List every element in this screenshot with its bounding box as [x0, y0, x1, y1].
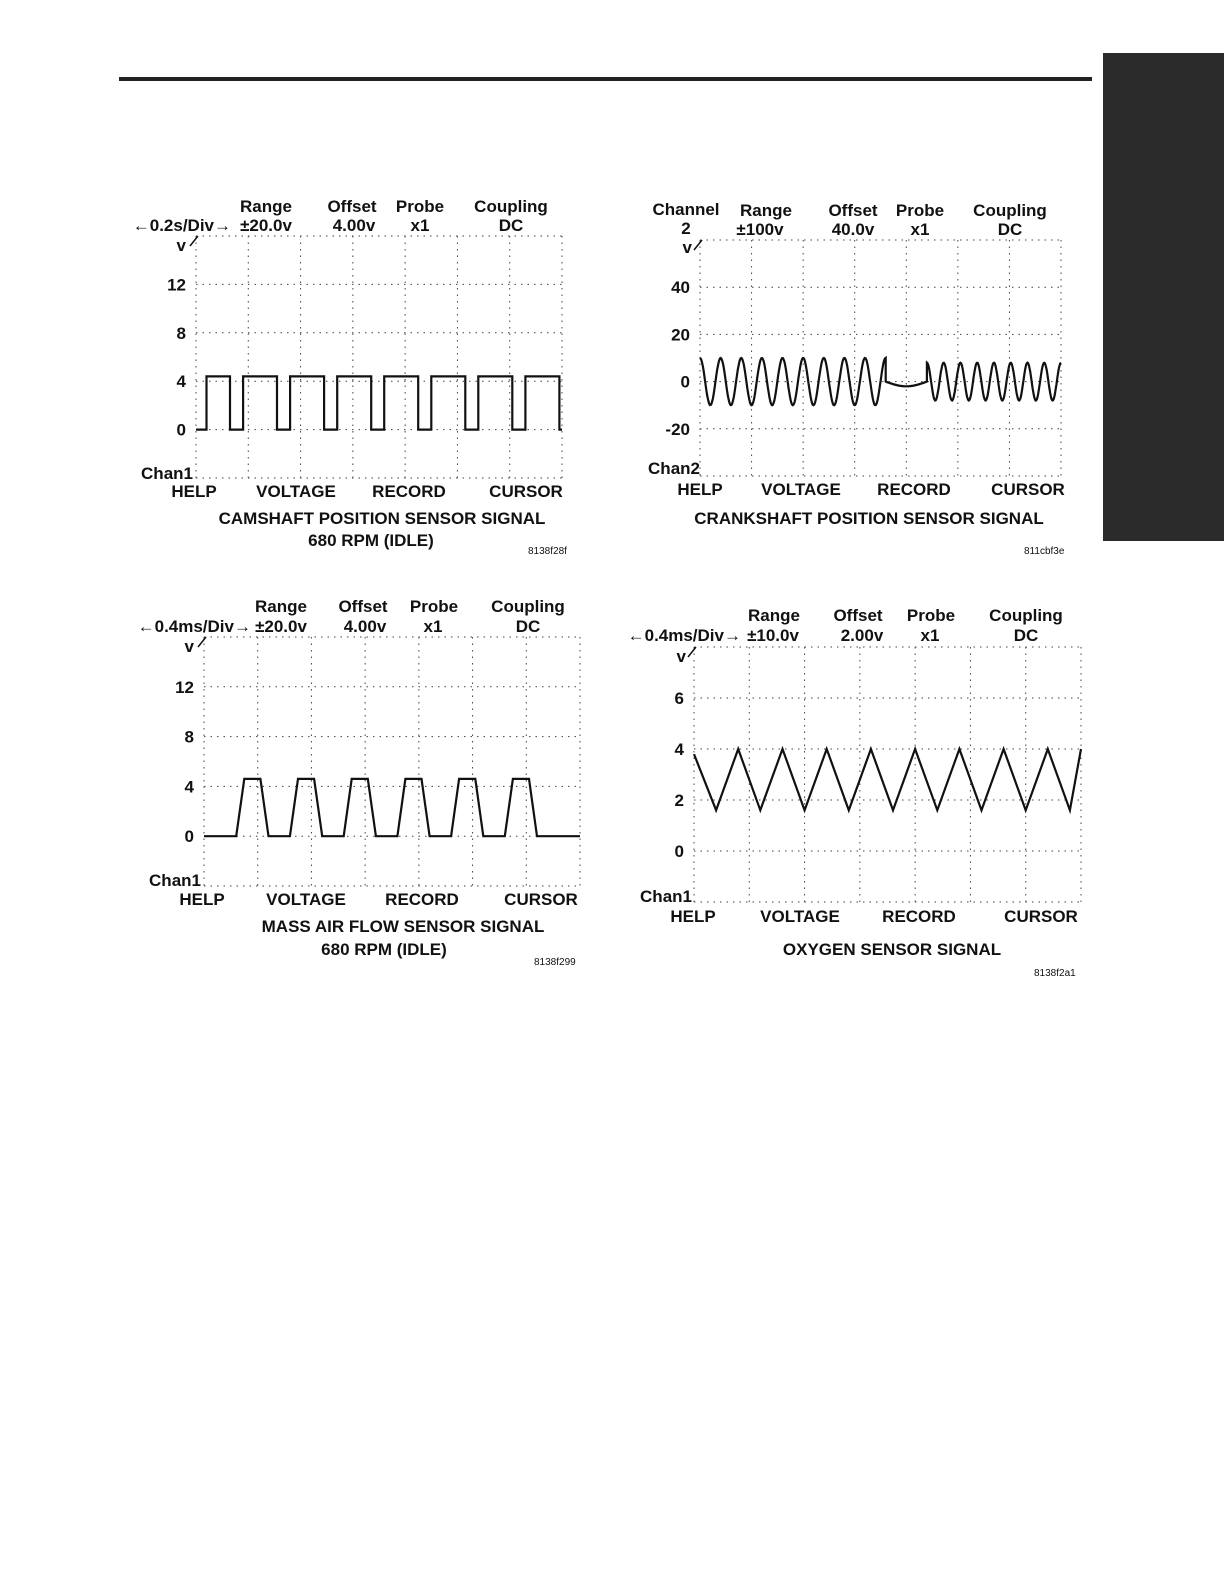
unit-tick-mark: [694, 240, 702, 250]
unit-label: v: [676, 647, 686, 666]
figure-id: 8138f28f: [528, 546, 567, 557]
help-button[interactable]: HELP: [677, 480, 723, 499]
y-tick-label: 0: [674, 842, 684, 861]
probe-value: x1: [423, 617, 443, 636]
offset-value: 4.00v: [332, 216, 376, 235]
channel-value: 2: [681, 219, 691, 238]
range-value: ±20.0v: [240, 216, 292, 235]
range-value: ±100v: [736, 220, 784, 239]
figure-id: 8138f2a1: [1034, 968, 1076, 979]
chart-caption: CAMSHAFT POSITION SENSOR SIGNAL: [218, 509, 546, 528]
offset-value: 2.00v: [840, 626, 884, 645]
offset-label: Offset: [338, 597, 388, 616]
channel-tag: Chan2: [648, 459, 700, 478]
coupling-label: Coupling: [474, 197, 548, 216]
range-label: Range: [740, 201, 792, 220]
voltage-button[interactable]: VOLTAGE: [256, 482, 336, 501]
probe-value: x1: [410, 216, 430, 235]
offset-label: Offset: [833, 606, 883, 625]
record-button[interactable]: RECORD: [372, 482, 446, 501]
offset-label: Offset: [327, 197, 377, 216]
probe-label: Probe: [895, 201, 945, 220]
probe-value: x1: [910, 220, 930, 239]
coupling-label: Coupling: [491, 597, 565, 616]
unit-label: v: [682, 238, 692, 257]
unit-label: v: [176, 236, 186, 255]
help-button[interactable]: HELP: [171, 482, 217, 501]
chart-caption-line2: 680 RPM (IDLE): [321, 940, 447, 959]
voltage-button[interactable]: VOLTAGE: [761, 480, 841, 499]
help-button[interactable]: HELP: [670, 907, 716, 926]
y-tick-label: 0: [680, 372, 690, 392]
y-tick-label: 8: [184, 727, 194, 747]
record-button[interactable]: RECORD: [882, 907, 956, 926]
channel-label: Channel: [652, 200, 720, 219]
probe-value: x1: [920, 626, 940, 645]
coupling-label: Coupling: [989, 606, 1063, 625]
figure-id: 8138f299: [534, 957, 576, 968]
range-value: ±20.0v: [255, 617, 307, 636]
y-tick-label: 0: [176, 420, 186, 440]
signal-trace: [694, 749, 1081, 810]
unit-tick-mark: [198, 637, 206, 647]
coupling-label: Coupling: [973, 201, 1047, 220]
y-tick-label: 12: [167, 275, 186, 295]
probe-label: Probe: [409, 597, 459, 616]
chart-caption: OXYGEN SENSOR SIGNAL: [782, 940, 1002, 959]
chart-caption-line2: 680 RPM (IDLE): [308, 531, 434, 550]
range-value: ±10.0v: [747, 626, 799, 645]
y-tick-label: 0: [184, 827, 194, 847]
voltage-button[interactable]: VOLTAGE: [266, 890, 346, 909]
channel-tag: Chan1: [149, 871, 201, 890]
y-tick-label: -20: [665, 419, 690, 439]
y-tick-label: 4: [176, 372, 186, 392]
coupling-value: DC: [997, 220, 1023, 239]
offset-label: Offset: [828, 201, 878, 220]
signal-trace: [204, 779, 580, 836]
cursor-button[interactable]: CURSOR: [991, 480, 1065, 499]
offset-value: 4.00v: [343, 617, 387, 636]
y-tick-label: 2: [674, 791, 684, 810]
y-tick-label: 20: [671, 325, 690, 345]
range-label: Range: [748, 606, 800, 625]
unit-tick-mark: [688, 647, 696, 657]
timebase-label: ←0.4ms/Div→: [137, 617, 251, 636]
help-button[interactable]: HELP: [179, 890, 225, 909]
signal-trace: [700, 358, 1061, 405]
y-tick-label: 4: [674, 740, 684, 759]
channel-tag: Chan1: [640, 887, 692, 906]
range-label: Range: [255, 597, 307, 616]
cursor-button[interactable]: CURSOR: [1004, 907, 1078, 926]
y-tick-label: 6: [674, 689, 684, 708]
probe-label: Probe: [906, 606, 956, 625]
cursor-button[interactable]: CURSOR: [489, 482, 563, 501]
unit-label: v: [184, 637, 194, 656]
offset-value: 40.0v: [831, 220, 875, 239]
voltage-button[interactable]: VOLTAGE: [760, 907, 840, 926]
coupling-value: DC: [498, 216, 524, 235]
probe-label: Probe: [395, 197, 445, 216]
unit-tick-mark: [190, 236, 198, 246]
y-tick-label: 8: [176, 323, 186, 343]
coupling-value: DC: [515, 617, 541, 636]
chart-caption: CRANKSHAFT POSITION SENSOR SIGNAL: [694, 509, 1044, 528]
channel-tag: Chan1: [141, 464, 193, 483]
signal-trace: [196, 376, 562, 429]
record-button[interactable]: RECORD: [877, 480, 951, 499]
y-tick-label: 12: [175, 677, 194, 697]
y-tick-label: 4: [184, 777, 194, 797]
cursor-button[interactable]: CURSOR: [504, 890, 578, 909]
range-label: Range: [240, 197, 292, 216]
timebase-label: ←0.4ms/Div→: [627, 626, 741, 645]
chart-caption: MASS AIR FLOW SENSOR SIGNAL: [261, 917, 545, 936]
timebase-label: ←0.2s/Div→: [132, 216, 231, 235]
figure-id: 811cbf3e: [1024, 546, 1065, 557]
coupling-value: DC: [1013, 626, 1039, 645]
y-tick-label: 40: [671, 278, 690, 298]
record-button[interactable]: RECORD: [385, 890, 459, 909]
